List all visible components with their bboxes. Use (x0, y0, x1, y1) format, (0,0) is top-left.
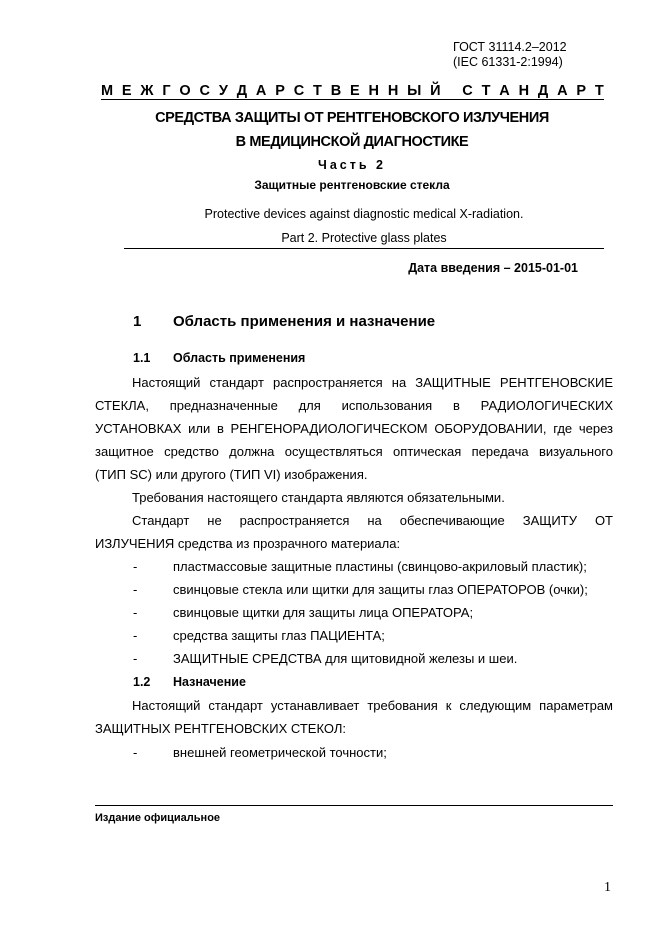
standard-type-heading (101, 83, 604, 100)
introduction-date: Дата введения – 2015-01-01 (408, 261, 578, 275)
standard-type-letter: М (101, 83, 114, 99)
english-title-1: Protective devices against diagnostic medical X-radiation. (204, 207, 524, 221)
paragraph-line: ЗАЩИТНЫХ РЕНТГЕНОВСКИХ СТЕКОЛ: (95, 721, 346, 736)
list-item: пластмассовые защитные пластины (свинцово-акриловый пластик); (173, 559, 587, 574)
list-dash: - (133, 651, 138, 666)
section-1-1-number: 1.1 (133, 351, 151, 365)
paragraph-purpose (95, 694, 613, 740)
subtitle: Защитные рентгеновские стекла (254, 178, 450, 192)
iec-number: (IEC 61331-2:1994) (453, 55, 563, 69)
standard-type-letter: Т (481, 83, 491, 99)
standard-type-letter: Т (313, 83, 322, 99)
standard-type-letter (449, 83, 453, 99)
paragraph-line: защитное средство должна осуществляться оптическая передача визуального (95, 444, 613, 459)
standard-type-letter: Е (121, 83, 132, 99)
standard-type-letter: В (330, 83, 342, 99)
list-item: свинцовые стекла или щитки для защиты глаз ОПЕРАТОРОВ (очки); (173, 582, 588, 597)
standard-type-letter: Д (537, 83, 549, 99)
standard-type-letter: А (255, 83, 267, 99)
paragraph-line: ИЗЛУЧЕНИЯ средства из прозрачного материала: (95, 536, 401, 551)
paragraph-line: СТЕКЛА, предназначенные для использования в РАДИОЛОГИЧЕСКИХ (95, 398, 613, 413)
paragraph-exclusions (95, 509, 613, 555)
standard-type-letter: С (462, 83, 473, 99)
standard-type-letter: С (199, 83, 211, 99)
section-1-number: 1 (133, 313, 142, 330)
standard-type-letter: Н (368, 83, 379, 99)
standard-type-letter: Д (236, 83, 248, 99)
section-1-1-title: Область применения (173, 351, 306, 365)
list-dash: - (133, 559, 138, 574)
paragraph-line: УСТАНОВКАХ или в РЕНГЕНОРАДИОЛОГИЧЕСКОМ ОБОРУДОВАНИИ, где через (95, 421, 613, 436)
title-line-1: СРЕДСТВА ЗАЩИТЫ ОТ РЕНТГЕНОВСКОГО ИЗЛУЧЕНИЯ (155, 110, 549, 126)
standard-type-letter: А (557, 83, 568, 99)
list-item: внешней геометрической точности; (173, 745, 387, 760)
list-dash: - (133, 582, 138, 597)
standard-type-letter: Е (350, 83, 360, 99)
standard-type-letter: Ж (140, 83, 154, 99)
paragraph-scope (95, 371, 613, 486)
standard-type-letter: Н (518, 83, 530, 99)
list-item: средства защиты глаз ПАЦИЕНТА; (173, 628, 385, 643)
paragraph-line: Требования настоящего стандарта являются обязательными. (132, 490, 505, 505)
standard-type-letter: Н (387, 83, 399, 99)
standard-type-letter: А (499, 83, 510, 99)
list-item: свинцовые щитки для защиты лица ОПЕРАТОРА; (173, 605, 474, 620)
gost-number: ГОСТ 31114.2–2012 (453, 40, 567, 54)
paragraph-line: Настоящий стандарт распространяется на ЗАЩИТНЫЕ РЕНТГЕНОВСКИЕ (132, 375, 613, 390)
standard-type-letter: Й (430, 83, 441, 99)
standard-type-letter: У (218, 83, 228, 99)
list-dash: - (133, 745, 138, 760)
official-edition-note: Издание официальное (95, 812, 221, 824)
paragraph-line: (ТИП SC) или другого (ТИП VI) изображения. (95, 467, 368, 482)
list-dash: - (133, 605, 138, 620)
paragraph-line: Стандарт не распространяется на обеспечивающие ЗАЩИТУ ОТ (132, 513, 613, 528)
list-item: ЗАЩИТНЫЕ СРЕДСТВА для щитовидной железы и шеи. (173, 651, 518, 666)
footer-rule (95, 805, 613, 806)
section-1-2-title: Назначение (173, 675, 246, 689)
paragraph-mandatory (95, 486, 613, 509)
title-rule (124, 248, 604, 249)
standard-type-letter: Т (594, 83, 604, 99)
english-title-2: Part 2. Protective glass plates (281, 231, 447, 245)
list-dash: - (133, 628, 138, 643)
paragraph-line: Настоящий стандарт устанавливает требования к следующим параметрам (132, 698, 613, 713)
standard-type-letter: О (179, 83, 191, 99)
standard-type-letter: Р (576, 83, 587, 99)
standard-type-letter: С (293, 83, 305, 99)
standard-type-letter: Ы (407, 83, 422, 99)
section-1-2-number: 1.2 (133, 675, 151, 689)
section-1-title: Область применения и назначение (173, 313, 436, 330)
title-line-2: В МЕДИЦИНСКОЙ ДИАГНОСТИКЕ (235, 134, 469, 150)
page-number: 1 (604, 880, 611, 895)
part-label: Часть 2 (318, 158, 386, 172)
standard-type-letter: Г (162, 83, 171, 99)
standard-type-letter: Р (275, 83, 285, 99)
